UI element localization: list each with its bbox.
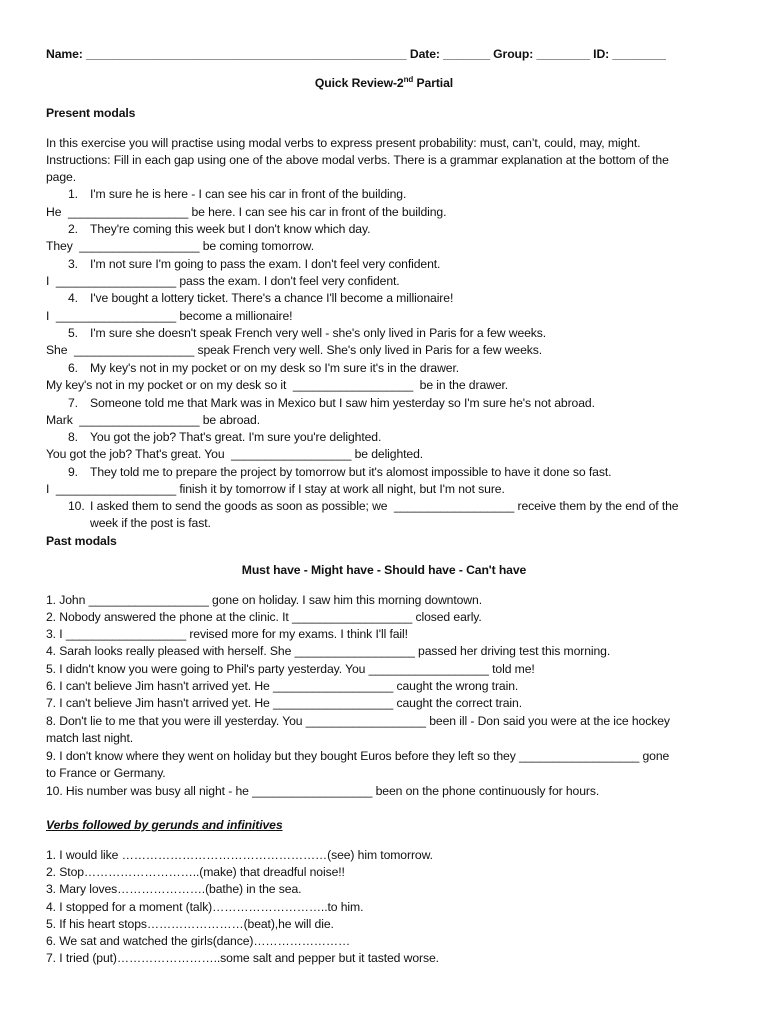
present-item-answer: I __________________ become a millionaire! [46, 309, 293, 323]
present-item-num: 5. [68, 326, 78, 340]
present-item-prompt: I'm not sure I'm going to pass the exam. I don't feel very confident. [90, 257, 441, 271]
present-item-num: 9. [68, 465, 78, 479]
past-item: 9. I don't know where they went on holiday but they bought Euros before they left so they __________________ gone [46, 749, 670, 763]
gerund-item: 1. I would like ……………………………………………(see) him tomorrow. [46, 848, 433, 862]
past-item: 4. Sarah looks really pleased with herself. She __________________ passed her driving test this morning. [46, 644, 611, 658]
past-item: 1. John __________________ gone on holiday. I saw him this morning downtown. [46, 593, 482, 607]
past-item-cont: to France or Germany. [46, 766, 166, 780]
present-item-prompt: You got the job? That's great. I'm sure you're delighted. [90, 430, 382, 444]
present-item-answer: She __________________ speak French very well. She's only lived in Paris for a few weeks. [46, 343, 543, 357]
gerund-item: 2. Stop………………………..(make) that dreadful noise!! [46, 865, 345, 879]
present-item-num: 2. [68, 222, 78, 236]
gerund-item: 3. Mary loves………………….(bathe) in the sea. [46, 882, 302, 896]
present-item-prompt: I'm sure he is here - I can see his car in front of the building. [90, 187, 407, 201]
past-item-cont: match last night. [46, 731, 134, 745]
present-item-answer: He __________________ be here. I can see his car in front of the building. [46, 205, 447, 219]
title-sup: nd [403, 74, 414, 84]
present-item-prompt: My key's not in my pocket or on my desk so I'm sure it's in the drawer. [90, 361, 460, 375]
title-main: Quick Review-2 [314, 76, 404, 90]
title-end: Partial [413, 76, 454, 90]
gerund-item: 7. I tried (put)……………………..some salt and pepper but it tasted worse. [46, 951, 439, 965]
present-item-prompt: I asked them to send the goods as soon as possible; we __________________ receive them by the end of the [90, 499, 679, 513]
present-item-num: 6. [68, 361, 78, 375]
present-item-num: 3. [68, 257, 78, 271]
present-item-num: 8. [68, 430, 78, 444]
present-item-answer: I __________________ pass the exam. I don't feel very confident. [46, 274, 400, 288]
present-item-prompt: I'm sure she doesn't speak French very well - she's only lived in Paris for a few weeks. [90, 326, 547, 340]
page-title [0, 76, 768, 91]
present-instructions-1: Instructions: Fill in each gap using one of the above modal verbs. There is a grammar explanation at the bottom of the [46, 153, 669, 167]
past-item: 7. I can't believe Jim hasn't arrived yet. He __________________ caught the correct train. [46, 696, 523, 710]
past-item: 6. I can't believe Jim hasn't arrived yet. He __________________ caught the wrong train. [46, 679, 519, 693]
present-item-answer: They __________________ be coming tomorrow. [46, 239, 314, 253]
gerund-item: 5. If his heart stops……………………(beat),he will die. [46, 917, 334, 931]
present-item-answer: My key's not in my pocket or on my desk so it __________________ be in the drawer. [46, 378, 509, 392]
present-item-prompt: Someone told me that Mark was in Mexico but I saw him yesterday so I'm sure he's not abroad. [90, 396, 595, 410]
present-modals-heading: Present modals [46, 106, 136, 120]
present-item-prompt: They told me to prepare the project by tomorrow but it's alomost impossible to have it done so fast. [90, 465, 612, 479]
present-item-answer: I __________________ finish it by tomorrow if I stay at work all night, but I'm not sure. [46, 482, 505, 496]
past-item: 3. I __________________ revised more for my exams. I think I'll fail! [46, 627, 408, 641]
present-item-prompt: I've bought a lottery ticket. There's a chance I'll become a millionaire! [90, 291, 454, 305]
present-item-num: 1. [68, 187, 78, 201]
gerunds-heading: Verbs followed by gerunds and infinitives [46, 818, 283, 832]
present-intro: In this exercise you will practise using modal verbs to express present probability: must, can’t, could, may, might. [46, 136, 641, 150]
present-item-answer: You got the job? That's great. You __________________ be delighted. [46, 447, 424, 461]
present-item-prompt-cont: week if the post is fast. [90, 516, 211, 530]
past-modals-heading: Past modals [46, 534, 117, 548]
past-item: 2. Nobody answered the phone at the clinic. It __________________ closed early. [46, 610, 482, 624]
header-line: Name: ________________________________________________ Date: _______ Group: ________ ID: ________ [46, 47, 666, 61]
present-item-prompt: They're coming this week but I don't know which day. [90, 222, 371, 236]
past-modals-options: Must have - Might have - Should have - Can't have [241, 563, 527, 577]
present-item-answer: Mark __________________ be abroad. [46, 413, 261, 427]
past-item: 10. His number was busy all night - he __________________ been on the phone continuously for hours. [46, 784, 600, 798]
past-item: 8. Don't lie to me that you were ill yesterday. You __________________ been ill - Don said you were at the ice hockey [46, 714, 670, 728]
gerund-item: 6. We sat and watched the girls(dance)…………………… [46, 934, 351, 948]
present-item-num: 10. [68, 499, 85, 513]
present-instructions-2: page. [46, 170, 76, 184]
gerund-item: 4. I stopped for a moment (talk)………………………..to him. [46, 900, 364, 914]
present-item-num: 7. [68, 396, 78, 410]
past-item: 5. I didn't know you were going to Phil's party yesterday. You __________________ told me! [46, 662, 535, 676]
present-item-num: 4. [68, 291, 78, 305]
